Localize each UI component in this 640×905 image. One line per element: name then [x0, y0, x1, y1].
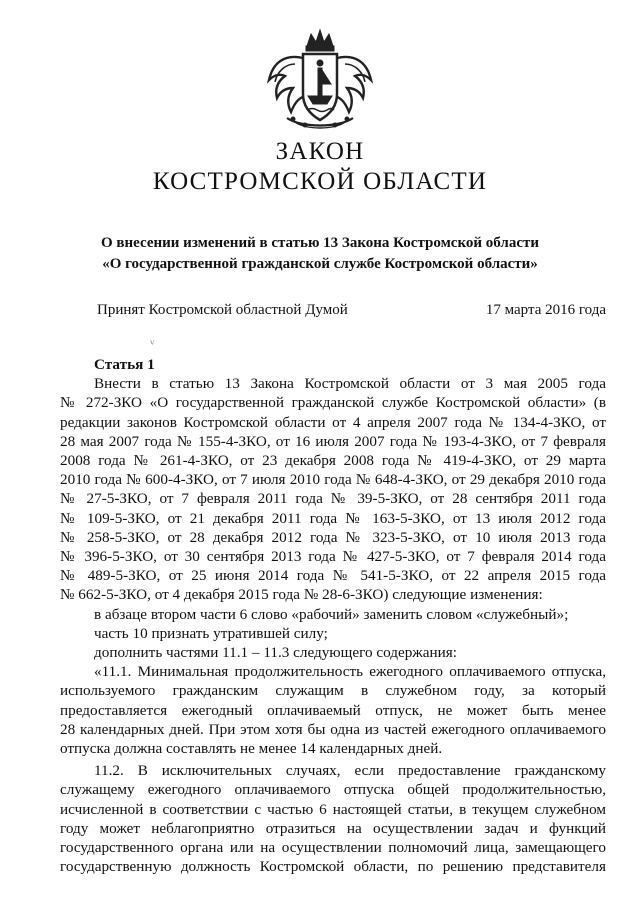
- text-line: государственного органа или на осуществлении полномочий лица, замещающего: [60, 839, 606, 857]
- text-line: году может неблагоприятно отразиться на осуществлении задач и функций: [60, 819, 606, 837]
- law-subject: [60, 233, 580, 275]
- text-line: № 272-ЗКО «О государственной гражданской службе Костромской области» (в: [60, 394, 606, 412]
- text-line: № 396-5-ЗКО, от 30 сентября 2013 года № 427-5-ЗКО, от 7 февраля 2014 года: [60, 548, 606, 566]
- text-line: Внести в статью 13 Закона Костромской области от 3 мая 2005 года: [94, 375, 606, 393]
- text-line: «11.1. Минимальная продолжительность ежегодного оплачиваемого отпуска,: [94, 663, 606, 681]
- text-line: № 109-5-ЗКО, от 21 декабря 2011 года № 163-5-ЗКО, от 13 июля 2012 года: [60, 509, 606, 527]
- adopted-date: 17 марта 2016 года: [485, 302, 606, 318]
- text-line: № 258-5-ЗКО, от 28 декабря 2012 года № 323-5-ЗКО, от 10 июля 2013 года: [60, 528, 606, 546]
- article-heading: Статья 1: [94, 356, 155, 373]
- text-line: служащему ежегодного оплачиваемого отпуска общей продолжительностью,: [60, 781, 606, 799]
- amendment-item: в абзаце втором части 6 слово «рабочий» заменить словом «служебный»;: [94, 605, 569, 623]
- coat-of-arms-icon: [265, 28, 375, 132]
- text-line: предоставляется ежегодный оплачиваемый отпуск, не может быть менее: [60, 701, 606, 719]
- text-line: отпуска должна составлять не менее 14 календарных дней.: [60, 740, 443, 758]
- region-title: КОСТРОМСКОЙ ОБЛАСТИ: [152, 168, 488, 195]
- amendment-item: часть 10 признать утратившей силу;: [94, 624, 328, 642]
- subject-line: «О государственной гражданской службе Костромской области»: [102, 256, 538, 272]
- adopted-by: Принят Костромской областной Думой: [97, 302, 348, 318]
- text-line: государственную должность Костромской области, по решению представителя: [60, 858, 606, 876]
- text-line: 2008 года № 261-4-ЗКО, от 23 декабря 2008 года № 419-4-ЗКО, от 29 марта: [60, 452, 606, 470]
- law-title: ЗАКОН: [275, 138, 365, 165]
- article-body: [60, 355, 606, 876]
- text-line: № 489-5-ЗКО, от 25 июня 2014 года № 541-5-ЗКО, от 22 апреля 2015 года: [60, 567, 606, 585]
- text-line: 2010 года № 600-4-ЗКО, от 7 июля 2010 года № 648-4-ЗКО, от 29 декабря 2010 года: [60, 471, 606, 489]
- text-line: 11.2. В исключительных случаях, если предоставление гражданскому: [94, 762, 606, 780]
- text-line: № 662-5-ЗКО, от 4 декабря 2015 года № 28-6-ЗКО) следующие изменения:: [60, 586, 543, 604]
- scan-mark: ⱽ: [150, 340, 155, 351]
- text-line: редакции законов Костромской области от 4 апреля 2007 года № 134-4-ЗКО, от: [60, 413, 606, 431]
- text-line: 28 календарных дней. При этом хотя бы одна из частей ежегодного оплачиваемого: [60, 720, 606, 738]
- amendment-item: дополнить частями 11.1 – 11.3 следующего содержания:: [94, 644, 457, 662]
- text-line: 28 мая 2007 года № 155-4-ЗКО, от 16 июля 2007 года № 193-4-ЗКО, от 7 февраля: [60, 432, 606, 450]
- text-line: исчисленной в соответствии с частью 6 настоящей статьи, в текущем служебном: [60, 800, 606, 818]
- text-line: № 27-5-ЗКО, от 7 февраля 2011 года № 39-5-ЗКО, от 28 сентября 2011 года: [60, 490, 606, 508]
- subject-line: О внесении изменений в статью 13 Закона Костромской области: [101, 235, 539, 251]
- text-line: используемого гражданским служащим в служебном году, за который: [60, 682, 606, 700]
